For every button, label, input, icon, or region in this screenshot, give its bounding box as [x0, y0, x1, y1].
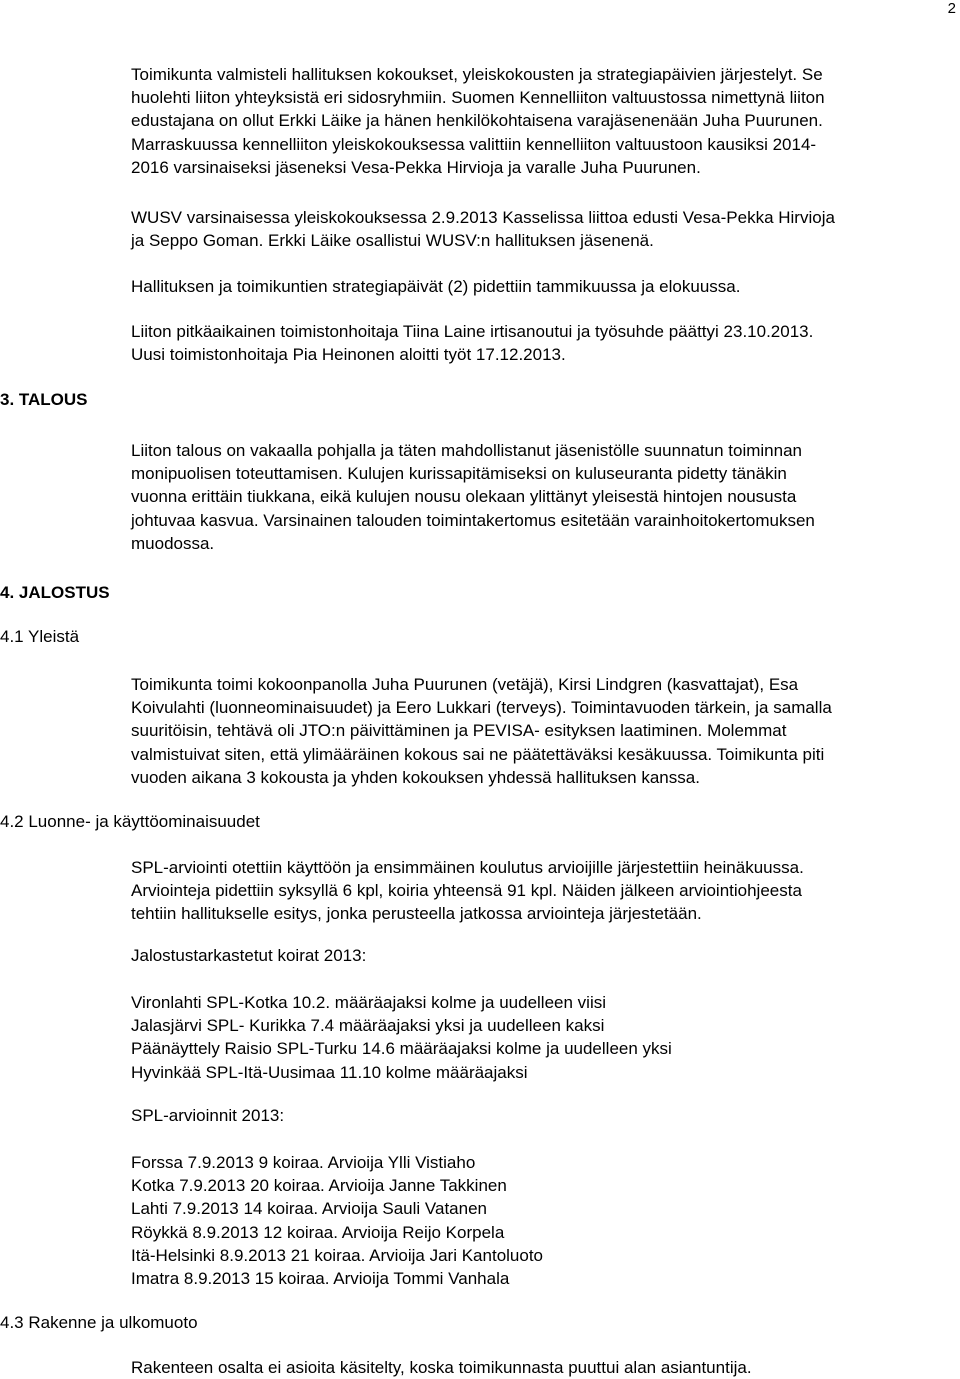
paragraph — [131, 320, 957, 366]
text-line: valmistuivat siten, että ylimääräinen kokous sai ne päätettäväksi kesäkuussa. Toimikunta piti — [131, 744, 825, 764]
paragraph — [131, 1104, 957, 1127]
text-line: Uusi toimistonhoitaja Pia Heinonen aloitti työt 17.12.2013. — [131, 345, 566, 365]
text-line: edustajana on ollut Erkki Läike ja hänen henkilökohtaisena varajäsenenään Juha Puurunen. — [131, 111, 823, 131]
text-line: Hyvinkää SPL-Itä-Uusimaa 11.10 kolme määräajaksi — [131, 1062, 528, 1082]
text-line: Jalasjärvi SPL- Kurikka 7.4 määräajaksi yksi ja uudelleen kaksi — [131, 1016, 605, 1036]
text-line: vuonna erittäin tiukkana, eikä kulujen nousu olekaan ylittänyt yleisestä hintojen noususta — [131, 487, 797, 507]
text-line: SPL-arvioinnit 2013: — [131, 1106, 285, 1125]
paragraph — [131, 206, 957, 252]
text-line: ja Seppo Goman. Erkki Läike osallistui WUSV:n hallituksen jäsenenä. — [131, 231, 654, 251]
text-line: SPL-arviointi otettiin käyttöön ja ensimmäinen koulutus arvioijille järjestettiin heinäkuussa. — [131, 858, 804, 877]
text-line: Kotka 7.9.2013 20 koiraa. Arvioija Janne Takkinen — [131, 1176, 507, 1196]
page-number: 2 — [947, 0, 956, 17]
text-line: Arviointeja pidettiin syksyllä 6 kpl, koiria yhteensä 91 kpl. Näiden jälkeen arviointiohjeesta — [131, 881, 802, 901]
paragraph — [131, 63, 957, 179]
text-line: Forssa 7.9.2013 9 koiraa. Arvioija Ylli Vistiaho — [131, 1153, 476, 1172]
text-line: huolehti liiton yhteyksistä eri sidosryhmiin. Suomen Kennelliiton valtuustossa nimettynä liiton — [131, 88, 825, 108]
text-line: Toimikunta toimi kokoonpanolla Juha Puurunen (vetäjä), Kirsi Lindgren (kasvattajat), Esa — [131, 675, 799, 694]
subsection-heading-rakenne: 4.3 Rakenne ja ulkomuoto — [0, 1313, 198, 1332]
text-line: Liiton pitkäaikainen toimistonhoitaja Tiina Laine irtisanoutui ja työsuhde päättyi 23.10.2013. — [131, 322, 814, 341]
text-line: Hallituksen ja toimikuntien strategiapäivät (2) pidettiin tammikuussa ja elokuussa. — [131, 277, 741, 296]
section-heading-jalostus: 4. JALOSTUS — [0, 583, 110, 602]
paragraph — [131, 856, 957, 926]
text-line: Toimikunta valmisteli hallituksen kokoukset, yleiskokousten ja strategiapäivien järjestelyt. Se — [131, 65, 823, 84]
text-line: Rakenteen osalta ei asioita käsitelty, koska toimikunnasta puuttui alan asiantuntija. — [131, 1358, 752, 1377]
text-line: monipuolisen toteuttamisen. Kulujen kurissapitämiseksi on kuluseuranta pidetty tänäkin — [131, 464, 787, 484]
text-line: muodossa. — [131, 533, 215, 553]
text-line: 2016 varsinaiseksi jäseneksi Vesa-Pekka Hirvioja ja varalle Juha Puurunen. — [131, 157, 701, 177]
paragraph — [131, 944, 957, 967]
text-line: johtuvaa kasvua. Varsinainen talouden toimintakertomus esitetään varainhoitokertomuksen — [131, 510, 815, 530]
text-line: Röykkä 8.9.2013 12 koiraa. Arvioija Reijo Korpela — [131, 1222, 505, 1242]
text-line: Liiton talous on vakaalla pohjalla ja täten mahdollistanut jäsenistölle suunnatun toiminnan — [131, 441, 803, 460]
paragraph — [131, 439, 957, 555]
text-line: tehtiin hallitukselle esitys, jonka perusteella jatkossa arviointeja järjestetään. — [131, 904, 702, 924]
section-heading-talous: 3. TALOUS — [0, 390, 88, 409]
text-line: Päänäyttely Raisio SPL-Turku 14.6 määräajaksi kolme ja uudelleen yksi — [131, 1039, 672, 1059]
text-line: Itä-Helsinki 8.9.2013 21 koiraa. Arvioija Jari Kantoluoto — [131, 1245, 544, 1265]
text-line: Marraskuussa kennelliiton yleiskokouksessa valittiin kennelliiton valtuustoon kausiksi 2014- — [131, 134, 817, 154]
text-line: Jalostustarkastetut koirat 2013: — [131, 946, 367, 965]
list — [131, 991, 957, 1084]
paragraph — [131, 1356, 957, 1379]
text-line: vuoden aikana 3 kokousta ja yhden kokouksen yhdessä hallituksen kanssa. — [131, 767, 700, 787]
text-line: Koivulahti (luonneominaisuudet) ja Eero Lukkari (terveys). Toimintavuoden tärkein, ja samalla — [131, 698, 832, 718]
paragraph — [131, 673, 957, 789]
subsection-heading-yleista: 4.1 Yleistä — [0, 627, 80, 646]
text-line: WUSV varsinaisessa yleiskokouksessa 2.9.2013 Kasselissa liittoa edusti Vesa-Pekka Hirvioja — [131, 208, 835, 227]
text-line: Imatra 8.9.2013 15 koiraa. Arvioija Tommi Vanhala — [131, 1269, 510, 1289]
list — [131, 1151, 957, 1290]
subsection-heading-luonne: 4.2 Luonne- ja käyttöominaisuudet — [0, 812, 260, 831]
text-line: Lahti 7.9.2013 14 koiraa. Arvioija Sauli Vatanen — [131, 1199, 487, 1219]
paragraph — [131, 275, 957, 298]
text-line: Vironlahti SPL-Kotka 10.2. määräajaksi kolme ja uudelleen viisi — [131, 993, 606, 1012]
text-line: suuritöisin, tehtävä oli JTO:n päivittäminen ja PEVISA- esityksen laatiminen. Molemmat — [131, 721, 787, 741]
